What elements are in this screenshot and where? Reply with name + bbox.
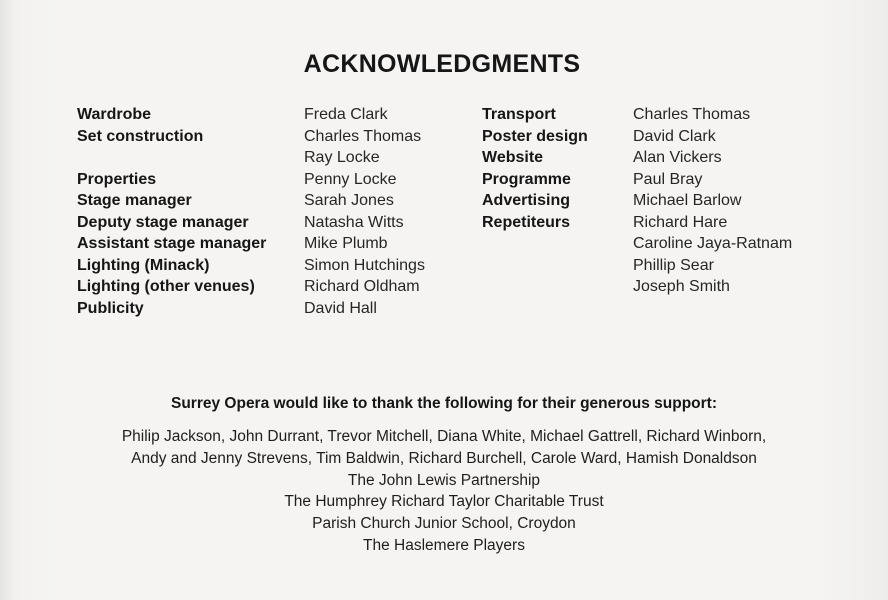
role-label: Assistant stage manager — [77, 235, 267, 252]
person-name: Paul Bray — [633, 170, 703, 188]
person-name: Michael Barlow — [633, 192, 742, 209]
role-label: Lighting (other venues) — [77, 278, 255, 295]
person-name: Phillip Sear — [633, 256, 714, 274]
role-label: Poster design — [482, 127, 588, 145]
thanks-list — [0, 426, 888, 557]
roles-column-left — [77, 104, 266, 319]
thanks-line: The Humphrey Richard Taylor Charitable Trust — [284, 493, 604, 511]
person-name: Mike Plumb — [304, 235, 388, 252]
role-label: Advertising — [482, 192, 571, 209]
person-name: Caroline Jaya-Ratnam — [633, 235, 793, 252]
role-label: Stage manager — [77, 192, 192, 209]
person-name: Freda Clark — [304, 106, 388, 123]
person-name: Charles Thomas — [633, 106, 751, 123]
person-name: Penny Locke — [304, 170, 397, 188]
person-name: Richard Hare — [633, 213, 728, 231]
roles-column-right — [482, 104, 588, 298]
role-label — [482, 255, 588, 277]
role-label: Website — [482, 149, 544, 166]
role-label — [77, 147, 266, 169]
person-name: Sarah Jones — [304, 192, 394, 209]
role-label: Transport — [482, 106, 556, 123]
person-name: Joseph Smith — [633, 278, 730, 295]
role-label: Programme — [482, 170, 571, 188]
role-label: Deputy stage manager — [77, 213, 249, 231]
role-label: Repetiteurs — [482, 213, 571, 231]
thanks-line: The Haslemere Players — [363, 536, 525, 554]
person-name: Natasha Witts — [304, 213, 404, 231]
thanks-line: The John Lewis Partnership — [347, 471, 541, 489]
person-name: David Hall — [304, 299, 377, 317]
person-name: David Clark — [633, 127, 716, 145]
page-title: ACKNOWLEDGMENTS — [303, 50, 581, 78]
names-column-left — [304, 104, 425, 319]
thanks-line: Parish Church Junior School, Croydon — [312, 515, 576, 533]
role-label: Wardrobe — [77, 106, 152, 123]
role-label: Properties — [77, 170, 157, 188]
role-label: Publicity — [77, 299, 144, 317]
names-column-right — [633, 104, 792, 298]
thanks-line: Andy and Jenny Strevens, Tim Baldwin, Richard Burchell, Carole Ward, Hamish Donaldson — [131, 449, 757, 467]
role-label — [482, 276, 588, 298]
role-label: Lighting (Minack) — [77, 256, 210, 274]
person-name: Alan Vickers — [633, 149, 722, 166]
thanks-heading: Surrey Opera would like to thank the following for their generous support: — [171, 395, 717, 412]
person-name: Charles Thomas — [304, 127, 422, 145]
person-name: Ray Locke — [304, 149, 380, 166]
role-label — [482, 233, 588, 255]
thanks-line: Philip Jackson, John Durrant, Trevor Mitchell, Diana White, Michael Gattrell, Richard Winborn, — [121, 428, 767, 445]
role-label: Set construction — [77, 127, 204, 145]
person-name: Simon Hutchings — [304, 256, 425, 274]
person-name: Richard Oldham — [304, 278, 420, 295]
